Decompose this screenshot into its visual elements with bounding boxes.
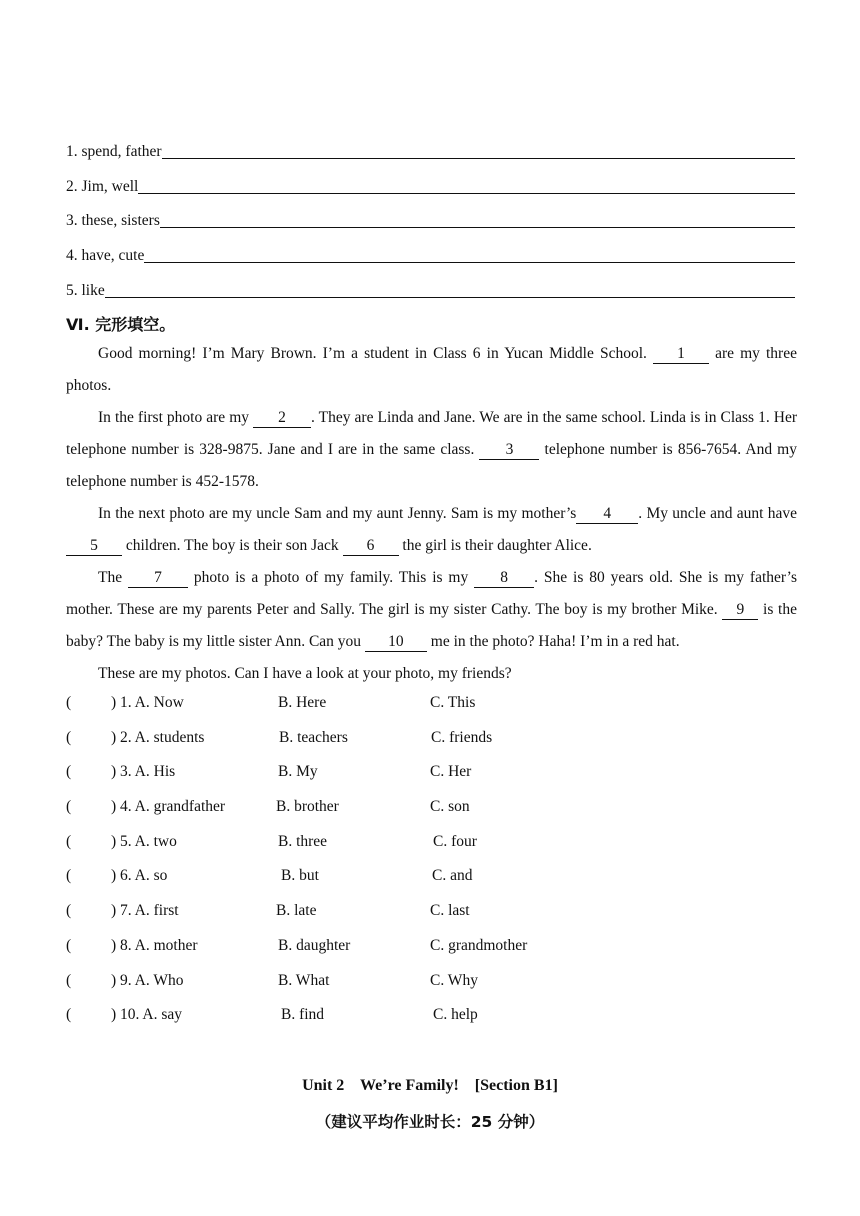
option-c: C. grandmother bbox=[430, 936, 528, 954]
blank-3[interactable]: 3 bbox=[479, 441, 539, 460]
cloze-passage bbox=[66, 338, 797, 690]
option-b: B. brother bbox=[276, 798, 339, 816]
option-b: B. but bbox=[281, 867, 319, 885]
passage-text: children. The boy is their son Jack bbox=[122, 537, 343, 554]
passage-text: telephone number is 856-7654. And my telephone number is 452-1578. bbox=[66, 441, 797, 490]
option-a: ) 10. A. say bbox=[111, 1006, 183, 1024]
unit-title: Unit 2 We’re Family! [Section B1] bbox=[302, 1077, 558, 1094]
option-b: B. Here bbox=[278, 694, 327, 711]
option-a: ) 5. A. two bbox=[111, 832, 177, 850]
blank-10[interactable]: 10 bbox=[365, 633, 427, 652]
option-a: ) 4. A. grandfather bbox=[111, 798, 226, 816]
writing-prompt: 2. Jim, well bbox=[66, 178, 139, 195]
option-a: ) 7. A. first bbox=[111, 902, 179, 920]
option-c: C. help bbox=[433, 1006, 478, 1024]
writing-line-4[interactable] bbox=[66, 245, 795, 265]
option-a: ) 1. A. Now bbox=[111, 694, 184, 711]
answer-bracket[interactable]: ( bbox=[66, 728, 72, 746]
option-b: B. What bbox=[278, 971, 330, 989]
passage-text: The bbox=[98, 569, 128, 586]
passage-text: . My uncle and aunt have bbox=[638, 505, 797, 522]
answer-bracket[interactable]: ( bbox=[66, 832, 72, 850]
option-c: C. This bbox=[430, 694, 476, 711]
writing-prompt: 1. spend, father bbox=[66, 143, 162, 160]
passage-text: Good morning! I’m Mary Brown. I’m a student in Class 6 in Yucan Middle School. bbox=[98, 345, 653, 362]
option-c: C. son bbox=[430, 798, 470, 816]
passage-text: . They are Linda and Jane. We are in the same school. Linda is in Class 1. Her telephone number is 328-9875. Jane and I are in the same class. bbox=[66, 409, 797, 458]
passage-text: In the next photo are my uncle Sam and my aunt Jenny. Sam is my mother’s bbox=[98, 505, 577, 522]
passage-paragraph-2 bbox=[66, 402, 797, 498]
writing-line-3[interactable] bbox=[66, 210, 795, 230]
option-c: C. last bbox=[430, 902, 470, 920]
passage-text: the girl is their daughter Alice. bbox=[398, 537, 592, 554]
section-heading: Ⅵ. 完形填空。 bbox=[66, 315, 176, 334]
answer-rule bbox=[105, 297, 795, 298]
writing-prompt: 4. have, cute bbox=[66, 247, 145, 264]
passage-paragraph-4 bbox=[66, 562, 797, 658]
option-b: B. three bbox=[278, 832, 328, 850]
answer-rule bbox=[138, 193, 795, 194]
passage-text: are my three photos. bbox=[66, 345, 797, 394]
answer-bracket[interactable]: ( bbox=[66, 971, 72, 989]
unit-subtitle: （建议平均作业时长：25 分钟） bbox=[315, 1113, 545, 1131]
option-a: ) 3. A. His bbox=[111, 763, 176, 781]
answer-bracket[interactable]: ( bbox=[66, 936, 72, 954]
option-c: C. four bbox=[433, 832, 477, 850]
passage-text: These are my photos. Can I have a look at your photo, my friends? bbox=[98, 665, 512, 682]
blank-1[interactable]: 1 bbox=[653, 345, 709, 364]
option-a: ) 2. A. students bbox=[111, 728, 205, 746]
option-b: B. find bbox=[281, 1006, 325, 1024]
writing-line-5[interactable] bbox=[66, 280, 795, 300]
passage-text: is the baby? The baby is my little sister Ann. Can you bbox=[66, 601, 797, 650]
option-b: B. My bbox=[278, 763, 318, 781]
option-c: C. Her bbox=[430, 763, 472, 781]
answer-rule bbox=[160, 227, 795, 228]
option-a: ) 8. A. mother bbox=[111, 936, 198, 954]
option-a: ) 6. A. so bbox=[111, 867, 168, 885]
blank-9[interactable]: 9 bbox=[722, 601, 758, 620]
passage-paragraph-3 bbox=[66, 498, 797, 562]
option-b: B. teachers bbox=[279, 728, 348, 746]
blank-6[interactable]: 6 bbox=[343, 537, 399, 556]
option-b: B. daughter bbox=[278, 936, 351, 954]
option-a: ) 9. A. Who bbox=[111, 971, 184, 989]
answer-bracket[interactable]: ( bbox=[66, 1006, 72, 1024]
answer-bracket[interactable]: ( bbox=[66, 694, 72, 711]
answer-bracket[interactable]: ( bbox=[66, 763, 72, 781]
option-b: B. late bbox=[276, 902, 317, 920]
writing-line-2[interactable] bbox=[66, 176, 795, 196]
option-c: C. Why bbox=[430, 971, 478, 989]
writing-prompt: 3. these, sisters bbox=[66, 212, 160, 229]
passage-text: In the first photo are my bbox=[98, 409, 254, 426]
answer-bracket[interactable]: ( bbox=[66, 798, 72, 816]
answer-rule bbox=[162, 158, 795, 159]
blank-7[interactable]: 7 bbox=[128, 569, 188, 588]
blank-8[interactable]: 8 bbox=[474, 569, 534, 588]
answer-bracket[interactable]: ( bbox=[66, 867, 72, 885]
blank-4[interactable]: 4 bbox=[576, 505, 638, 524]
option-c: C. and bbox=[432, 867, 473, 885]
passage-text: . She is 80 years old. She is my father’s mother. These are my parents Peter and Sally. The girl is my sister Cathy. The boy is my brother Mike. bbox=[66, 569, 797, 618]
passage-text: photo is a photo of my family. This is my bbox=[188, 569, 475, 586]
writing-line-1[interactable] bbox=[66, 141, 795, 161]
answer-rule bbox=[144, 262, 795, 263]
blank-5[interactable]: 5 bbox=[66, 537, 122, 556]
passage-paragraph-5 bbox=[66, 658, 797, 690]
option-c: C. friends bbox=[431, 728, 493, 746]
passage-text: me in the photo? Haha! I’m in a red hat. bbox=[426, 633, 680, 650]
writing-prompt: 5. like bbox=[66, 282, 105, 299]
answer-bracket[interactable]: ( bbox=[66, 902, 72, 920]
passage-paragraph-1 bbox=[66, 338, 797, 402]
blank-2[interactable]: 2 bbox=[253, 409, 311, 428]
